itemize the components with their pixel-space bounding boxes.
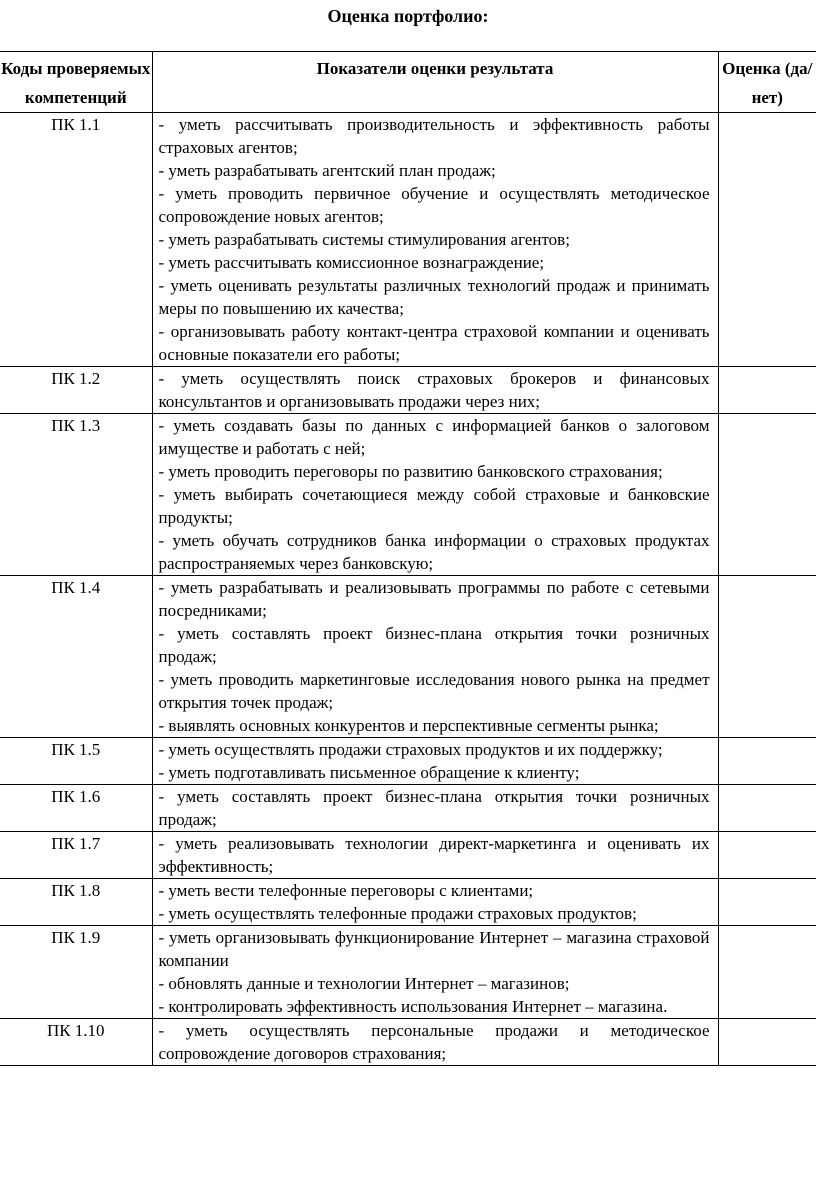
page-title: Оценка портфолио: [327,6,489,26]
result-indicators [152,785,718,832]
indicator-line: - уметь проводить первичное обучение и осуществлять методическое сопровождение новых агентов; [158,184,710,226]
table-body [0,113,816,1066]
table-header-row [0,52,816,113]
indicator-line: - уметь осуществлять поиск страховых брокеров и финансовых консультантов и организовывать продажи через них; [158,369,710,411]
table-row [0,738,816,785]
indicator-line: - уметь выбирать сочетающиеся между собой страховые и банковские продукты; [158,485,710,527]
indicator-line: - уметь разрабатывать агентский план продаж; [158,161,496,180]
competence-code: ПК 1.7 [0,832,152,879]
assessment-mark-cell[interactable] [718,832,816,879]
assessment-mark-cell[interactable] [718,926,816,1019]
table-row [0,367,816,414]
competence-code: ПК 1.10 [0,1019,152,1066]
assessment-mark-cell[interactable] [718,1019,816,1066]
indicator-line: - уметь рассчитывать производительность и эффективность работы страховых агентов; [158,115,710,157]
indicator-line: - уметь организовывать функционирование Интернет – магазина страховой компании [158,928,710,970]
result-indicators [152,576,718,738]
assessment-mark-cell[interactable] [718,113,816,367]
indicator-line: - контролировать эффективность использования Интернет – магазина. [158,997,668,1016]
competence-code: ПК 1.2 [0,367,152,414]
indicator-line: - уметь оценивать результаты различных технологий продаж и принимать меры по повышению их качества; [158,276,710,318]
indicator-line: - уметь осуществлять продажи страховых продуктов и их поддержку; [158,740,663,759]
indicator-line: - уметь рассчитывать комиссионное вознаграждение; [158,253,545,272]
indicator-line: - уметь реализовывать технологии директ-маркетинга и оценивать их эффективность; [158,834,710,876]
table-row [0,414,816,576]
indicator-line: - обновлять данные и технологии Интернет – магазинов; [158,974,570,993]
result-indicators [152,832,718,879]
competence-code: ПК 1.6 [0,785,152,832]
competence-code: ПК 1.4 [0,576,152,738]
indicator-line: - уметь создавать базы по данных с информацией банков о залоговом имуществе и работать с ней; [158,416,710,458]
result-indicators [152,367,718,414]
indicator-line: - выявлять основных конкурентов и перспективные сегменты рынка; [158,716,659,735]
competence-code: ПК 1.1 [0,113,152,367]
table-row [0,926,816,1019]
indicator-line: - уметь вести телефонные переговоры с клиентами; [158,881,534,900]
assessment-mark-cell[interactable] [718,576,816,738]
assessment-mark-cell[interactable] [718,738,816,785]
header-codes: Коды проверяемых компетенций [0,52,152,113]
header-indicators: Показатели оценки результата [152,52,718,113]
indicator-line: - уметь составлять проект бизнес-плана открытия точки розничных продаж; [158,787,710,829]
indicator-line: - организовывать работу контакт-центра страховой компании и оценивать основные показатели его работы; [158,322,710,364]
portfolio-assessment-table [0,51,816,1066]
indicator-line: - уметь разрабатывать системы стимулирования агентов; [158,230,570,249]
result-indicators [152,1019,718,1066]
indicator-line: - уметь составлять проект бизнес-плана открытия точки розничных продаж; [158,624,710,666]
table-row [0,576,816,738]
indicator-line: - уметь осуществлять персональные продажи и методическое сопровождение договоров страхования; [158,1021,710,1063]
assessment-mark-cell[interactable] [718,414,816,576]
competence-code: ПК 1.5 [0,738,152,785]
result-indicators [152,926,718,1019]
result-indicators [152,738,718,785]
result-indicators [152,113,718,367]
indicator-line: - уметь обучать сотрудников банка информации о страховых продуктах распространяемых через банковскую; [158,531,710,573]
assessment-mark-cell[interactable] [718,785,816,832]
result-indicators [152,414,718,576]
indicator-line: - уметь проводить маркетинговые исследования нового рынка на предмет открытия точек продаж; [158,670,710,712]
result-indicators [152,879,718,926]
competence-code: ПК 1.3 [0,414,152,576]
indicator-line: - уметь подготавливать письменное обращение к клиенту; [158,763,580,782]
indicator-line: - уметь осуществлять телефонные продажи страховых продуктов; [158,904,637,923]
competence-code: ПК 1.8 [0,879,152,926]
table-row [0,113,816,367]
table-row [0,832,816,879]
competence-code: ПК 1.9 [0,926,152,1019]
table-row [0,785,816,832]
table-row [0,879,816,926]
table-row [0,1019,816,1066]
assessment-mark-cell[interactable] [718,367,816,414]
header-mark: Оценка (да/нет) [718,52,816,113]
indicator-line: - уметь разрабатывать и реализовывать программы по работе с сетевыми посредниками; [158,578,710,620]
indicator-line: - уметь проводить переговоры по развитию банковского страхования; [158,462,663,481]
assessment-mark-cell[interactable] [718,879,816,926]
